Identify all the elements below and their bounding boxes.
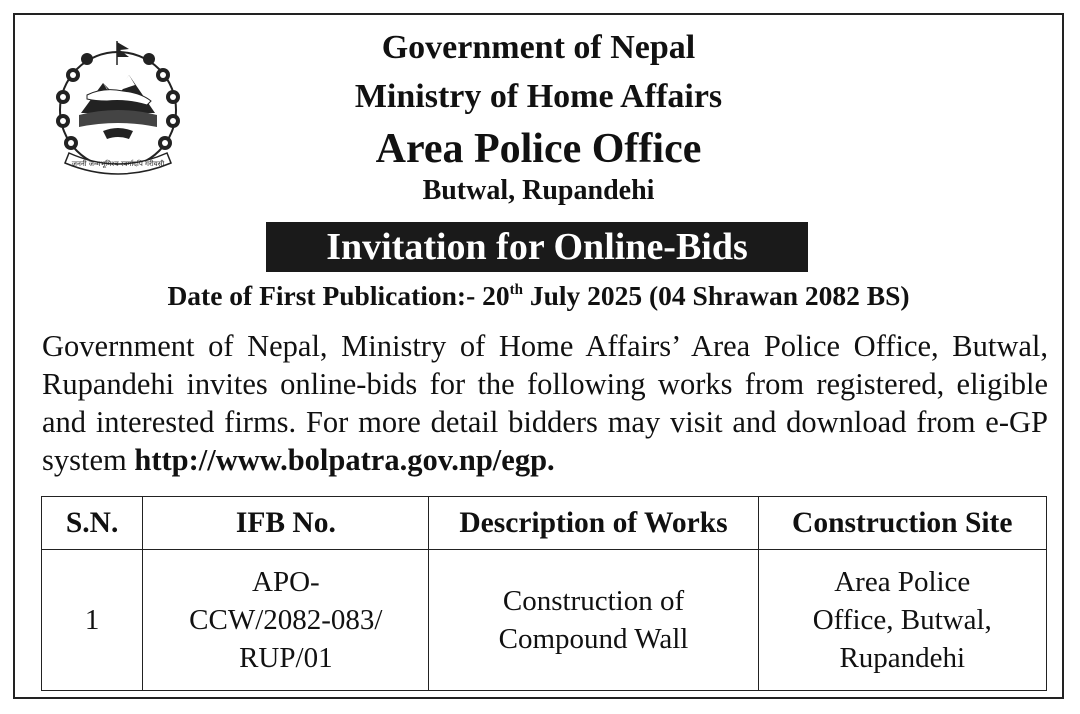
publication-rest: July 2025 (04 Shrawan 2082 BS) (522, 280, 910, 311)
government-heading: Government of Nepal (381, 29, 696, 66)
cell-description (429, 550, 758, 691)
cell-ifb (143, 550, 429, 691)
notice-body (42, 327, 1048, 479)
notice-title: Invitation for Online-Bids (266, 222, 808, 272)
description-line: Construction of (502, 585, 685, 617)
publication-date (15, 280, 1062, 312)
table-header-row (42, 497, 1047, 550)
header-ifb: IFB No. (143, 497, 429, 550)
cell-site (758, 550, 1046, 691)
ifb-line: APO- (252, 566, 320, 598)
egp-link[interactable]: http://www.bolpatra.gov.np/egp. (134, 443, 555, 477)
emblem-motto: जननी जन्मभूमिश्च स्वर्गादपि गरीयसी (71, 160, 165, 168)
ifb-line: CCW/2082-083/ (189, 604, 383, 636)
publication-label: Date of First Publication:- 20 (167, 280, 510, 311)
header-sn: S.N. (42, 497, 143, 550)
header-description: Description of Works (429, 497, 758, 550)
notice-body-text: Government of Nepal, Ministry of Home Affairs’ Area Police Office, Butwal, Rupandehi invites online-bids for the following works from registered, eligible and interested firms. For more detail bidders may visit and download from e-GP system (42, 329, 1048, 477)
site-line: Rupandehi (839, 642, 966, 674)
office-heading: Area Police Office (375, 126, 702, 172)
site-line: Office, Butwal, (812, 604, 992, 636)
notice-page (13, 13, 1064, 699)
site-line: Area Police (834, 566, 971, 598)
bids-table (41, 496, 1047, 691)
header-site: Construction Site (758, 497, 1046, 550)
cell-sn: 1 (42, 550, 143, 691)
ministry-heading: Ministry of Home Affairs (354, 78, 723, 115)
publication-suffix: th (509, 282, 523, 298)
location-heading: Butwal, Rupandehi (422, 175, 655, 206)
table-row (42, 550, 1047, 691)
description-line: Compound Wall (498, 623, 689, 655)
ifb-line: RUP/01 (239, 642, 333, 674)
